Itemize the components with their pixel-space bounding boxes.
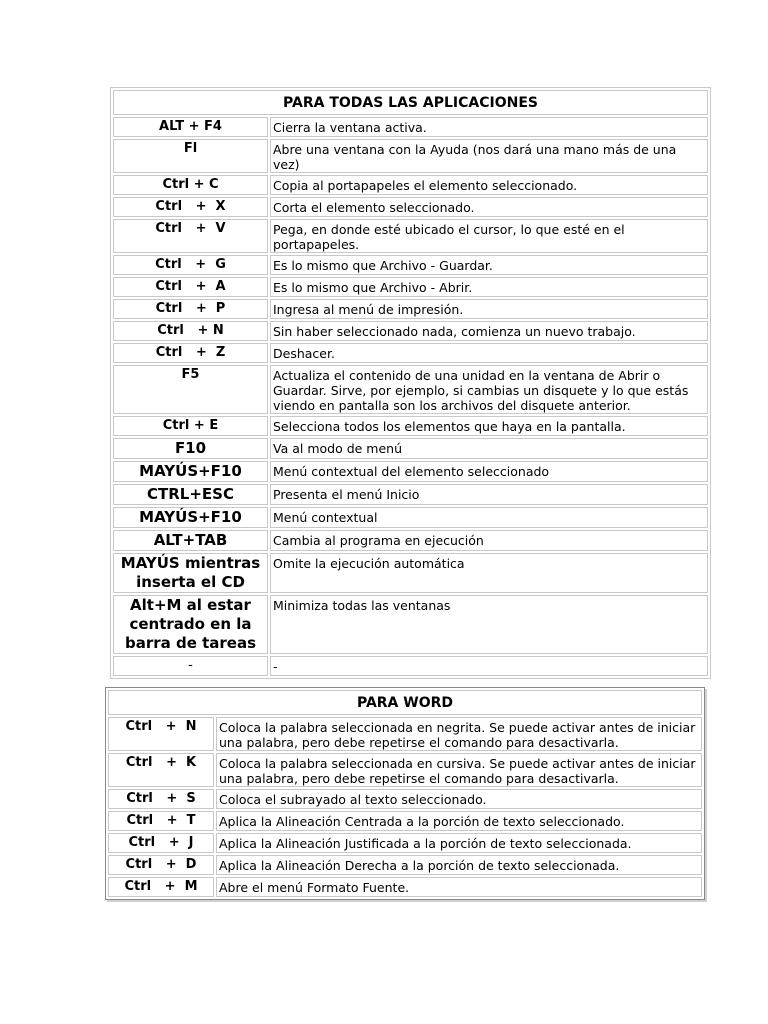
- shortcut-key: ALT+TAB: [113, 530, 268, 551]
- shortcut-key: MAYÚS+F10: [113, 507, 268, 528]
- shortcut-key: Ctrl + C: [113, 175, 268, 195]
- table-row: [108, 717, 702, 751]
- shortcut-description: Abre una ventana con la Ayuda (nos dará una mano más de una vez): [270, 139, 708, 173]
- table-row: [113, 507, 708, 528]
- table-row: [113, 365, 708, 414]
- shortcut-description: Minimiza todas las ventanas: [270, 595, 708, 654]
- table-row: [113, 175, 708, 195]
- shortcut-key: ALT + F4: [113, 117, 268, 137]
- shortcut-description: Aplica la Alineación Derecha a la porción de texto seleccionada.: [216, 855, 702, 875]
- shortcut-description: Cierra la ventana activa.: [270, 117, 708, 137]
- shortcut-key: Ctrl + M: [108, 877, 214, 897]
- shortcut-key: Ctrl + X: [113, 197, 268, 217]
- word-shortcuts-table: [105, 687, 705, 900]
- table-row: [113, 484, 708, 505]
- table-row: [108, 855, 702, 875]
- shortcut-description: Actualiza el contenido de una unidad en la ventana de Abrir o Guardar. Sirve, por ejemplo, si cambias un disquete y lo que estás viendo en pantalla son los archivos del disquete anterior.: [270, 365, 708, 414]
- table-row: [113, 219, 708, 253]
- shortcut-description: Omite la ejecución automática: [270, 553, 708, 593]
- table-row: [113, 530, 708, 551]
- shortcut-description: Deshacer.: [270, 343, 708, 363]
- table-row: [113, 321, 708, 341]
- table-row: [113, 595, 708, 654]
- table-row: [108, 833, 702, 853]
- shortcut-description: Menú contextual: [270, 507, 708, 528]
- table-row: [113, 343, 708, 363]
- shortcut-description: Coloca la palabra seleccionada en negrita. Se puede activar antes de iniciar una palabra, pero debe repetirse el comando para desactivarla.: [216, 717, 702, 751]
- shortcut-description: Presenta el menú Inicio: [270, 484, 708, 505]
- shortcut-key: F10: [113, 438, 268, 459]
- table-row: [108, 877, 702, 897]
- shortcut-description: Coloca la palabra seleccionada en cursiva. Se puede activar antes de iniciar una palabra, pero debe repetirse el comando para desactivarla.: [216, 753, 702, 787]
- shortcut-description: Va al modo de menú: [270, 438, 708, 459]
- shortcut-description: Pega, en donde esté ubicado el cursor, lo que esté en el portapapeles.: [270, 219, 708, 253]
- shortcut-description: Cambia al programa en ejecución: [270, 530, 708, 551]
- shortcut-description: Selecciona todos los elementos que haya en la pantalla.: [270, 416, 708, 436]
- shortcut-description: Ingresa al menú de impresión.: [270, 299, 708, 319]
- shortcut-key: Ctrl + D: [108, 855, 214, 875]
- table-row: [113, 656, 708, 676]
- shortcut-key: Fl: [113, 139, 268, 173]
- shortcut-description: -: [270, 656, 708, 676]
- table-row: [113, 553, 708, 593]
- shortcut-key: F5: [113, 365, 268, 414]
- shortcut-key: Ctrl + A: [113, 277, 268, 297]
- table-row: [113, 416, 708, 436]
- shortcut-key: Ctrl + T: [108, 811, 214, 831]
- shortcut-description: Corta el elemento seleccionado.: [270, 197, 708, 217]
- table-row: [113, 277, 708, 297]
- shortcut-key: Ctrl + P: [113, 299, 268, 319]
- table-row: [113, 299, 708, 319]
- table-row: [113, 255, 708, 275]
- shortcut-key: Ctrl + Z: [113, 343, 268, 363]
- shortcut-description: Copia al portapapeles el elemento seleccionado.: [270, 175, 708, 195]
- shortcut-key: Ctrl + N: [113, 321, 268, 341]
- table-title: PARA WORD: [108, 690, 702, 715]
- shortcut-key: Ctrl + J: [108, 833, 214, 853]
- shortcut-description: Es lo mismo que Archivo - Guardar.: [270, 255, 708, 275]
- table-row: [113, 461, 708, 482]
- shortcut-key: Alt+M al estar centrado en la barra de tareas: [113, 595, 268, 654]
- shortcut-key: -: [113, 656, 268, 676]
- shortcut-description: Abre el menú Formato Fuente.: [216, 877, 702, 897]
- shortcut-key: Ctrl + S: [108, 789, 214, 809]
- table-header-row: [108, 690, 702, 715]
- table-header-row: [113, 90, 708, 115]
- table-row: [108, 753, 702, 787]
- shortcut-key: Ctrl + E: [113, 416, 268, 436]
- shortcut-key: Ctrl + K: [108, 753, 214, 787]
- table-row: [108, 811, 702, 831]
- table-title: PARA TODAS LAS APLICACIONES: [113, 90, 708, 115]
- shortcut-key: MAYÚS mientras inserta el CD: [113, 553, 268, 593]
- table-row: [113, 139, 708, 173]
- table-row: [113, 197, 708, 217]
- shortcut-key: Ctrl + V: [113, 219, 268, 253]
- shortcut-key: Ctrl + N: [108, 717, 214, 751]
- shortcut-description: Es lo mismo que Archivo - Abrir.: [270, 277, 708, 297]
- shortcut-description: Aplica la Alineación Justificada a la porción de texto seleccionada.: [216, 833, 702, 853]
- shortcut-description: Sin haber seleccionado nada, comienza un nuevo trabajo.: [270, 321, 708, 341]
- shortcut-description: Menú contextual del elemento seleccionado: [270, 461, 708, 482]
- shortcut-key: CTRL+ESC: [113, 484, 268, 505]
- shortcut-key: MAYÚS+F10: [113, 461, 268, 482]
- general-shortcuts-table: [110, 87, 711, 679]
- table-row: [113, 117, 708, 137]
- shortcut-description: Coloca el subrayado al texto seleccionado.: [216, 789, 702, 809]
- shortcut-key: Ctrl + G: [113, 255, 268, 275]
- table-row: [108, 789, 702, 809]
- table-row: [113, 438, 708, 459]
- shortcut-description: Aplica la Alineación Centrada a la porción de texto seleccionado.: [216, 811, 702, 831]
